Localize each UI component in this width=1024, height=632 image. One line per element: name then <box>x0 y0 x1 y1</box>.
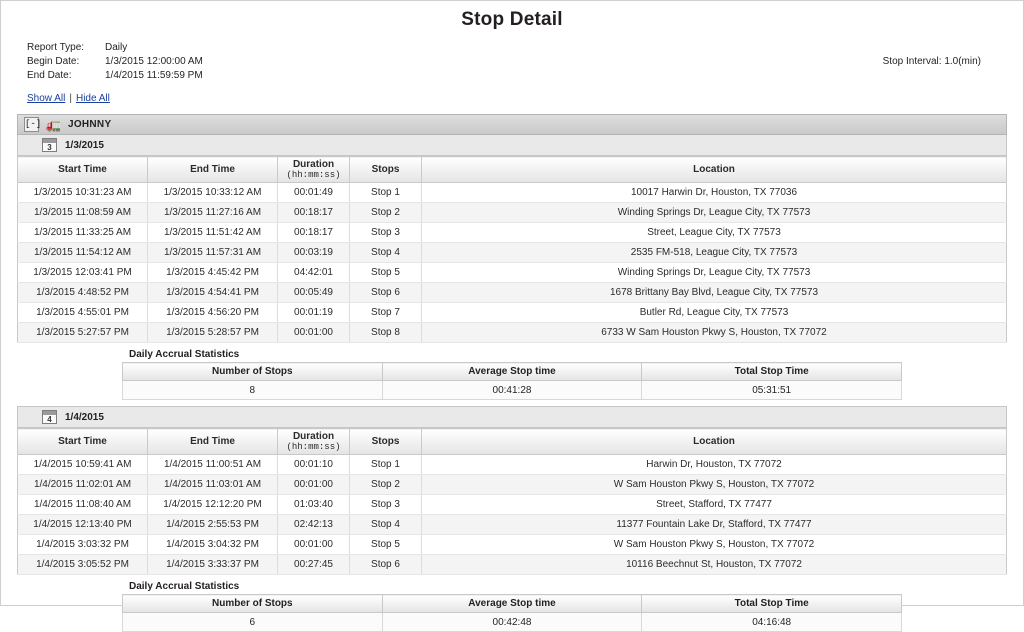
cell-start-time: 1/3/2015 10:31:23 AM <box>18 183 148 203</box>
meta-label: Begin Date: <box>27 56 80 67</box>
cell-start-time: 1/3/2015 5:27:57 PM <box>18 323 148 343</box>
table-row <box>18 555 1007 575</box>
stats-row <box>123 613 902 632</box>
table-row <box>18 223 1007 243</box>
date-header-day-2[interactable] <box>17 406 1007 428</box>
col-end-time: End Time <box>148 429 278 455</box>
cell-location: 1678 Brittany Bay Blvd, League City, TX 77573 <box>422 283 1007 303</box>
table-row <box>18 455 1007 475</box>
table-row <box>18 243 1007 263</box>
cell-duration: 04:42:01 <box>278 263 350 283</box>
stop-interval-label: Stop Interval: 1.0(min) <box>882 56 981 67</box>
cell-start-time: 1/3/2015 11:08:59 AM <box>18 203 148 223</box>
cell-duration: 00:18:17 <box>278 203 350 223</box>
col-total-stop-time: Total Stop Time <box>642 363 902 381</box>
cell-duration: 00:01:49 <box>278 183 350 203</box>
col-duration <box>278 429 350 455</box>
cell-start-time: 1/4/2015 11:02:01 AM <box>18 475 148 495</box>
col-duration-label: Duration <box>292 431 335 442</box>
cell-start-time: 1/3/2015 4:48:52 PM <box>18 283 148 303</box>
cell-end-time: 1/3/2015 4:45:42 PM <box>148 263 278 283</box>
cell-end-time: 1/3/2015 11:51:42 AM <box>148 223 278 243</box>
calendar-icon: 3 <box>42 138 57 152</box>
col-average-stop-time: Average Stop time <box>382 595 642 613</box>
cell-stop: Stop 4 <box>350 515 422 535</box>
cell-location: Butler Rd, League City, TX 77573 <box>422 303 1007 323</box>
cell-location: 10017 Harwin Dr, Houston, TX 77036 <box>422 183 1007 203</box>
cell-duration: 00:01:00 <box>278 323 350 343</box>
meta-label: Report Type: <box>27 42 85 53</box>
col-duration-sub: (hh:mm:ss) <box>286 442 341 452</box>
stats-title-day-2: Daily Accrual Statistics <box>129 581 240 592</box>
cell-start-time: 1/4/2015 3:03:32 PM <box>18 535 148 555</box>
cell-location: Street, League City, TX 77573 <box>422 223 1007 243</box>
col-stops: Stops <box>350 157 422 183</box>
col-stops: Stops <box>350 429 422 455</box>
cell-start-time: 1/3/2015 12:03:41 PM <box>18 263 148 283</box>
cell-end-time: 1/3/2015 11:57:31 AM <box>148 243 278 263</box>
stats-header-row <box>123 595 902 613</box>
cell-number-of-stops: 6 <box>123 613 383 632</box>
cell-location: 11377 Fountain Lake Dr, Stafford, TX 77477 <box>422 515 1007 535</box>
table-row <box>18 475 1007 495</box>
cell-location: W Sam Houston Pkwy S, Houston, TX 77072 <box>422 475 1007 495</box>
cell-end-time: 1/3/2015 10:33:12 AM <box>148 183 278 203</box>
col-location: Location <box>422 157 1007 183</box>
calendar-icon: 4 <box>42 410 57 424</box>
cell-end-time: 1/4/2015 11:03:01 AM <box>148 475 278 495</box>
cell-stop: Stop 6 <box>350 283 422 303</box>
table-row <box>18 183 1007 203</box>
page-title: Stop Detail <box>461 9 563 30</box>
col-start-time: Start Time <box>18 429 148 455</box>
cell-stop: Stop 8 <box>350 323 422 343</box>
col-duration <box>278 157 350 183</box>
col-duration-label: Duration <box>292 159 335 170</box>
cell-end-time: 1/4/2015 11:00:51 AM <box>148 455 278 475</box>
cell-stop: Stop 2 <box>350 475 422 495</box>
cell-duration: 00:03:19 <box>278 243 350 263</box>
cell-location: 6733 W Sam Houston Pkwy S, Houston, TX 77072 <box>422 323 1007 343</box>
stats-header-row <box>123 363 902 381</box>
col-start-time: Start Time <box>18 157 148 183</box>
col-average-stop-time: Average Stop time <box>382 363 642 381</box>
cell-stop: Stop 1 <box>350 455 422 475</box>
table-row <box>18 283 1007 303</box>
stats-row <box>123 381 902 400</box>
hide-all-link[interactable]: Hide All <box>75 93 110 104</box>
cell-start-time: 1/4/2015 10:59:41 AM <box>18 455 148 475</box>
col-total-stop-time: Total Stop Time <box>642 595 902 613</box>
stats-table-day-1 <box>122 362 902 400</box>
col-number-of-stops: Number of Stops <box>123 595 383 613</box>
cell-location: 10116 Beechnut St, Houston, TX 77072 <box>422 555 1007 575</box>
cell-location: Street, Stafford, TX 77477 <box>422 495 1007 515</box>
col-duration-sub: (hh:mm:ss) <box>286 170 341 180</box>
cell-duration: 00:05:49 <box>278 283 350 303</box>
driver-header[interactable] <box>17 114 1007 135</box>
table-row <box>18 263 1007 283</box>
cell-duration: 00:01:10 <box>278 455 350 475</box>
cell-start-time: 1/4/2015 12:13:40 PM <box>18 515 148 535</box>
cell-start-time: 1/3/2015 4:55:01 PM <box>18 303 148 323</box>
cell-duration: 00:01:00 <box>278 535 350 555</box>
cell-total-stop-time: 05:31:51 <box>642 381 902 400</box>
cell-duration: 00:18:17 <box>278 223 350 243</box>
col-number-of-stops: Number of Stops <box>123 363 383 381</box>
table-row <box>18 515 1007 535</box>
date-label: 1/3/2015 <box>65 139 104 151</box>
cell-end-time: 1/3/2015 11:27:16 AM <box>148 203 278 223</box>
truck-icon: 🚛 <box>46 117 61 132</box>
table-row <box>18 495 1007 515</box>
cell-stop: Stop 5 <box>350 263 422 283</box>
report-metadata <box>27 41 1023 83</box>
cell-end-time: 1/3/2015 5:28:57 PM <box>148 323 278 343</box>
stats-table-day-2 <box>122 594 902 632</box>
cell-stop: Stop 7 <box>350 303 422 323</box>
meta-row <box>27 55 203 69</box>
meta-value: 1/4/2015 11:59:59 PM <box>105 70 203 81</box>
cell-start-time: 1/3/2015 11:33:25 AM <box>18 223 148 243</box>
col-location: Location <box>422 429 1007 455</box>
cell-end-time: 1/4/2015 2:55:53 PM <box>148 515 278 535</box>
meta-label: End Date: <box>27 70 72 81</box>
cell-end-time: 1/4/2015 12:12:20 PM <box>148 495 278 515</box>
col-end-time: End Time <box>148 157 278 183</box>
table-row <box>18 303 1007 323</box>
cell-stop: Stop 1 <box>350 183 422 203</box>
cell-location: W Sam Houston Pkwy S, Houston, TX 77072 <box>422 535 1007 555</box>
cell-stop: Stop 2 <box>350 203 422 223</box>
meta-value: 1/3/2015 12:00:00 AM <box>105 56 203 67</box>
cell-start-time: 1/4/2015 11:08:40 AM <box>18 495 148 515</box>
cell-stop: Stop 6 <box>350 555 422 575</box>
meta-row <box>27 69 203 83</box>
cell-duration: 00:27:45 <box>278 555 350 575</box>
stops-table-day-2 <box>17 428 1007 575</box>
table-row <box>18 323 1007 343</box>
cell-number-of-stops: 8 <box>123 381 383 400</box>
toggle-links <box>27 93 1023 104</box>
date-label: 1/4/2015 <box>65 411 104 423</box>
meta-row <box>27 41 203 55</box>
stops-table-day-1 <box>17 156 1007 343</box>
cell-duration: 00:01:00 <box>278 475 350 495</box>
cell-stop: Stop 3 <box>350 495 422 515</box>
show-all-link[interactable]: Show All <box>27 93 66 104</box>
cell-end-time: 1/4/2015 3:33:37 PM <box>148 555 278 575</box>
link-separator: | <box>69 93 72 104</box>
cell-duration: 01:03:40 <box>278 495 350 515</box>
cell-stop: Stop 5 <box>350 535 422 555</box>
cell-start-time: 1/3/2015 11:54:12 AM <box>18 243 148 263</box>
table-header-row <box>18 429 1007 455</box>
date-header-day-1[interactable] <box>17 135 1007 156</box>
meta-value: Daily <box>105 42 128 53</box>
stats-wrapper-day-2 <box>122 594 902 632</box>
cell-location: Harwin Dr, Houston, TX 77072 <box>422 455 1007 475</box>
cell-start-time: 1/4/2015 3:05:52 PM <box>18 555 148 575</box>
cell-location: 2535 FM-518, League City, TX 77573 <box>422 243 1007 263</box>
cell-location: Winding Springs Dr, League City, TX 77573 <box>422 203 1007 223</box>
cell-duration: 00:01:19 <box>278 303 350 323</box>
report-content <box>17 114 1007 632</box>
driver-name: JOHNNY <box>67 119 112 130</box>
table-header-row <box>18 157 1007 183</box>
stats-wrapper-day-1 <box>122 362 902 400</box>
cell-total-stop-time: 04:16:48 <box>642 613 902 632</box>
cell-average-stop-time: 00:41:28 <box>382 381 642 400</box>
table-row <box>18 535 1007 555</box>
cell-end-time: 1/3/2015 4:54:41 PM <box>148 283 278 303</box>
cell-end-time: 1/4/2015 3:04:32 PM <box>148 535 278 555</box>
cell-end-time: 1/3/2015 4:56:20 PM <box>148 303 278 323</box>
cell-location: Winding Springs Dr, League City, TX 77573 <box>422 263 1007 283</box>
cell-average-stop-time: 00:42:48 <box>382 613 642 632</box>
cell-stop: Stop 4 <box>350 243 422 263</box>
collapse-toggle-button[interactable]: [-] <box>24 117 39 132</box>
cell-duration: 02:42:13 <box>278 515 350 535</box>
stats-title-day-1: Daily Accrual Statistics <box>129 349 240 360</box>
cell-stop: Stop 3 <box>350 223 422 243</box>
table-row <box>18 203 1007 223</box>
